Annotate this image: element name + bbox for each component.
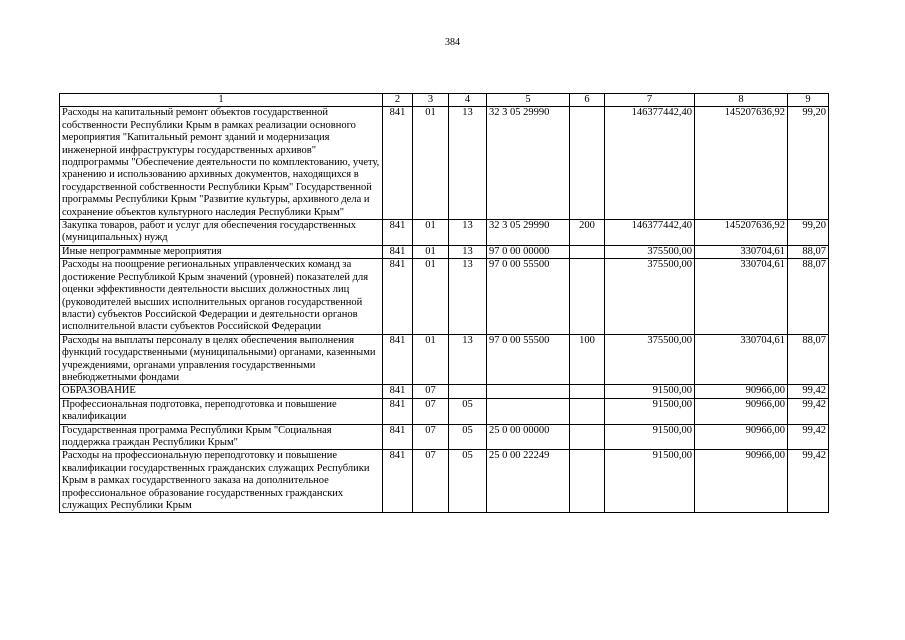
row-subsection: 05 bbox=[449, 424, 487, 450]
row-name: Иные непрограммные мероприятия bbox=[60, 245, 383, 258]
row-grbs: 841 bbox=[383, 334, 413, 385]
page-number: 384 bbox=[445, 37, 460, 48]
row-fact: 330704,61 bbox=[695, 245, 788, 258]
row-expense-type bbox=[570, 385, 605, 398]
table-row bbox=[60, 220, 829, 246]
row-plan: 91500,00 bbox=[605, 450, 695, 513]
row-fact: 145207636,92 bbox=[695, 220, 788, 246]
row-expense-type bbox=[570, 259, 605, 334]
table-row bbox=[60, 334, 829, 385]
row-section: 01 bbox=[413, 220, 449, 246]
row-grbs: 841 bbox=[383, 220, 413, 246]
header-cell: 7 bbox=[605, 94, 695, 107]
row-section: 07 bbox=[413, 385, 449, 398]
row-percent: 99,20 bbox=[788, 220, 829, 246]
row-plan: 146377442,40 bbox=[605, 220, 695, 246]
table-row bbox=[60, 245, 829, 258]
header-cell: 8 bbox=[695, 94, 788, 107]
row-target-article: 97 0 00 55500 bbox=[487, 334, 570, 385]
table-row bbox=[60, 450, 829, 513]
row-name: Расходы на капитальный ремонт объектов государственной собственности Республики Крым в рамках реализации основного мероприятия "Капитальный ремонт зданий и модернизация инженерной инфраструктуры государственных архивов" подпрограммы "Обеспечение деятельности по комплектованию, учету, хранению и использованию архивных документов, находящихся в государственной собственности Республики Крым" Государственной программы Республики Крым "Развитие культуры, архивного дела и сохранение объектов культурного наследия Республики Крым" bbox=[60, 107, 383, 220]
header-cell: 9 bbox=[788, 94, 829, 107]
row-section: 01 bbox=[413, 107, 449, 220]
row-name: Профессиональная подготовка, переподготовка и повышение квалификации bbox=[60, 398, 383, 424]
row-plan: 375500,00 bbox=[605, 334, 695, 385]
row-expense-type bbox=[570, 107, 605, 220]
row-target-article: 97 0 00 00000 bbox=[487, 245, 570, 258]
row-expense-type: 100 bbox=[570, 334, 605, 385]
row-name: Расходы на поощрение региональных управленческих команд за достижение Республикой Крым значений (уровней) показателей для оценки эффективности деятельности высших должностных лиц (руководителей высших исполнительных органов государственной власти) субъектов Российской Федерации и деятельности органов исполнительной власти субъектов Российской Федерации bbox=[60, 259, 383, 334]
row-plan: 146377442,40 bbox=[605, 107, 695, 220]
row-subsection: 13 bbox=[449, 107, 487, 220]
row-section: 01 bbox=[413, 334, 449, 385]
row-name: Расходы на выплаты персоналу в целях обеспечения выполнения функций государственными (муниципальными) органами, казенными учреждениями, органами управления государственными внебюджетными фондами bbox=[60, 334, 383, 385]
row-percent: 99,20 bbox=[788, 107, 829, 220]
row-expense-type bbox=[570, 450, 605, 513]
row-name: Государственная программа Республики Крым "Социальная поддержка граждан Республики Крым" bbox=[60, 424, 383, 450]
row-subsection: 05 bbox=[449, 398, 487, 424]
table-row bbox=[60, 259, 829, 334]
row-percent: 99,42 bbox=[788, 385, 829, 398]
row-section: 01 bbox=[413, 259, 449, 334]
row-percent: 99,42 bbox=[788, 450, 829, 513]
row-grbs: 841 bbox=[383, 385, 413, 398]
header-cell: 5 bbox=[487, 94, 570, 107]
row-fact: 90966,00 bbox=[695, 424, 788, 450]
row-target-article: 97 0 00 55500 bbox=[487, 259, 570, 334]
row-percent: 99,42 bbox=[788, 398, 829, 424]
row-section: 07 bbox=[413, 450, 449, 513]
row-target-article bbox=[487, 398, 570, 424]
row-plan: 375500,00 bbox=[605, 245, 695, 258]
header-cell: 4 bbox=[449, 94, 487, 107]
row-grbs: 841 bbox=[383, 424, 413, 450]
row-fact: 90966,00 bbox=[695, 450, 788, 513]
row-fact: 330704,61 bbox=[695, 334, 788, 385]
row-target-article: 32 3 05 29990 bbox=[487, 107, 570, 220]
table-row bbox=[60, 107, 829, 220]
row-percent: 88,07 bbox=[788, 334, 829, 385]
budget-table bbox=[59, 93, 829, 513]
header-cell: 6 bbox=[570, 94, 605, 107]
row-fact: 145207636,92 bbox=[695, 107, 788, 220]
row-subsection: 13 bbox=[449, 245, 487, 258]
row-plan: 91500,00 bbox=[605, 424, 695, 450]
row-section: 01 bbox=[413, 245, 449, 258]
row-fact: 90966,00 bbox=[695, 398, 788, 424]
header-cell: 3 bbox=[413, 94, 449, 107]
table-row bbox=[60, 385, 829, 398]
row-section: 07 bbox=[413, 398, 449, 424]
header-cell: 2 bbox=[383, 94, 413, 107]
row-grbs: 841 bbox=[383, 398, 413, 424]
row-subsection: 13 bbox=[449, 220, 487, 246]
row-name: Расходы на профессиональную переподготовку и повышение квалификации государственных гражданских служащих Республики Крым в рамках государственного заказа на дополнительное профессиональное образование государственных гражданских служащих Республики Крым bbox=[60, 450, 383, 513]
row-target-article: 32 3 05 29990 bbox=[487, 220, 570, 246]
row-plan: 91500,00 bbox=[605, 385, 695, 398]
row-fact: 330704,61 bbox=[695, 259, 788, 334]
row-target-article bbox=[487, 385, 570, 398]
row-fact: 90966,00 bbox=[695, 385, 788, 398]
row-expense-type bbox=[570, 245, 605, 258]
row-subsection: 05 bbox=[449, 450, 487, 513]
row-name: ОБРАЗОВАНИЕ bbox=[60, 385, 383, 398]
header-cell: 1 bbox=[60, 94, 383, 107]
row-name: Закупка товаров, работ и услуг для обеспечения государственных (муниципальных) нужд bbox=[60, 220, 383, 246]
row-expense-type bbox=[570, 398, 605, 424]
row-percent: 88,07 bbox=[788, 259, 829, 334]
row-grbs: 841 bbox=[383, 245, 413, 258]
row-target-article: 25 0 00 00000 bbox=[487, 424, 570, 450]
row-percent: 99,42 bbox=[788, 424, 829, 450]
row-expense-type: 200 bbox=[570, 220, 605, 246]
row-subsection: 13 bbox=[449, 334, 487, 385]
table-header-row bbox=[60, 94, 829, 107]
table-row bbox=[60, 424, 829, 450]
row-subsection bbox=[449, 385, 487, 398]
row-section: 07 bbox=[413, 424, 449, 450]
row-grbs: 841 bbox=[383, 450, 413, 513]
row-expense-type bbox=[570, 424, 605, 450]
row-grbs: 841 bbox=[383, 259, 413, 334]
row-plan: 375500,00 bbox=[605, 259, 695, 334]
row-percent: 88,07 bbox=[788, 245, 829, 258]
row-target-article: 25 0 00 22249 bbox=[487, 450, 570, 513]
table-row bbox=[60, 398, 829, 424]
row-subsection: 13 bbox=[449, 259, 487, 334]
row-grbs: 841 bbox=[383, 107, 413, 220]
row-plan: 91500,00 bbox=[605, 398, 695, 424]
